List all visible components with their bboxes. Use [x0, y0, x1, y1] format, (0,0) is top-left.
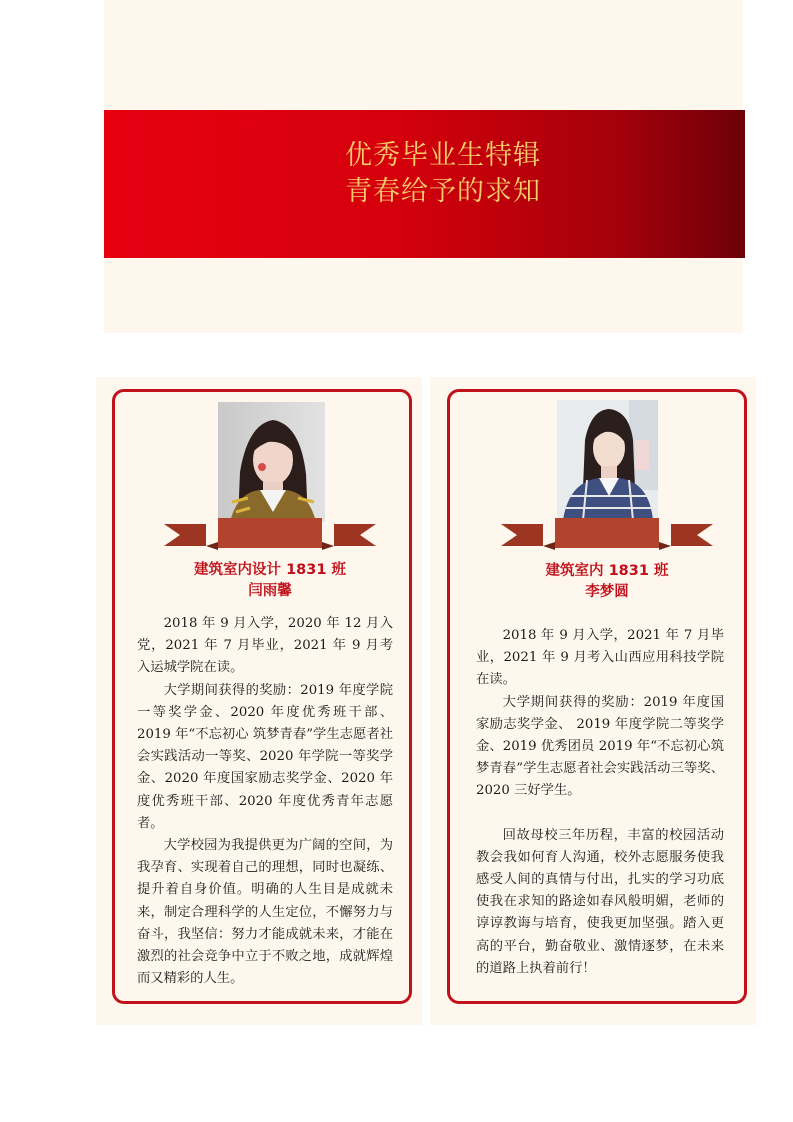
- paragraph-left-1: 2018 年 9 月入学，2020 年 12 月入党，2021 年 7 月毕业，2021 年 9 月考入运城学院在读。: [137, 616, 393, 676]
- student-name-left: 闫雨馨: [248, 583, 292, 599]
- paragraph-right-1: 2018 年 9 月入学，2021 年 7 月毕业，2021 年 9 月考入山西应用科技学院在读。: [476, 628, 724, 688]
- paragraph-left-3: 大学校园为我提供更为广阔的空间，为我孕育、实现着自己的理想，同时也凝练、提升着自身价值。明确的人生目是成就未来，制定合理科学的人生定位，不懈努力与奋斗，我坚信：努力才能成就未来，才能在激烈的社会竞争中立于不败之地，成就辉煌而又精彩的人生。: [137, 838, 393, 987]
- student-photo-right: [557, 400, 658, 520]
- ribbon-banner-left: [164, 516, 376, 550]
- student-photo-left: [218, 402, 325, 522]
- class-name-left: 建筑室内设计 1831 班: [194, 562, 346, 578]
- profile-text-right: [476, 625, 724, 980]
- caption-right: [507, 561, 707, 603]
- profile-text-left: [137, 613, 393, 990]
- paragraph-right-3: 回故母校三年历程，丰富的校园活动教会我如何育人沟通，校外志愿服务使我感受人间的真情与付出，扎实的学习功底使我在求知的路途如春风般明媚，老师的谆谆教诲与培育，使我更加坚强。踏入更高的平台，勤奋敬业、激情逐梦，在未来的道路上执着前行！: [476, 827, 724, 976]
- caption-left: [170, 560, 370, 602]
- paragraph-left-2: 大学期间获得的奖励：2019 年度学院一等奖学金、2020 年度优秀班干部、2019 年“不忘初心 筑梦青春”学生志愿者社会实践活动一等奖、2020 年学院一等奖学金、2020 年度国家励志奖学金、2020 年度优秀班干部、2020 年度优秀青年志愿者。: [137, 682, 393, 831]
- banner-title-line2: 青春给予的求知: [345, 176, 541, 207]
- paragraph-right-2: 大学期间获得的奖励：2019 年度国家励志奖学金、 2019 年度学院二等奖学金、2019 优秀团员 2019 年“不忘初心筑梦青春”学生志愿者社会实践活动三等奖、2020 三好学生。: [476, 694, 724, 799]
- class-name-right: 建筑室内 1831 班: [545, 563, 669, 579]
- banner-title-line1: 优秀毕业生特辑: [345, 140, 541, 171]
- student-name-right: 李梦圆: [585, 584, 629, 600]
- banner-title: [345, 138, 645, 210]
- ribbon-banner-right: [501, 516, 713, 550]
